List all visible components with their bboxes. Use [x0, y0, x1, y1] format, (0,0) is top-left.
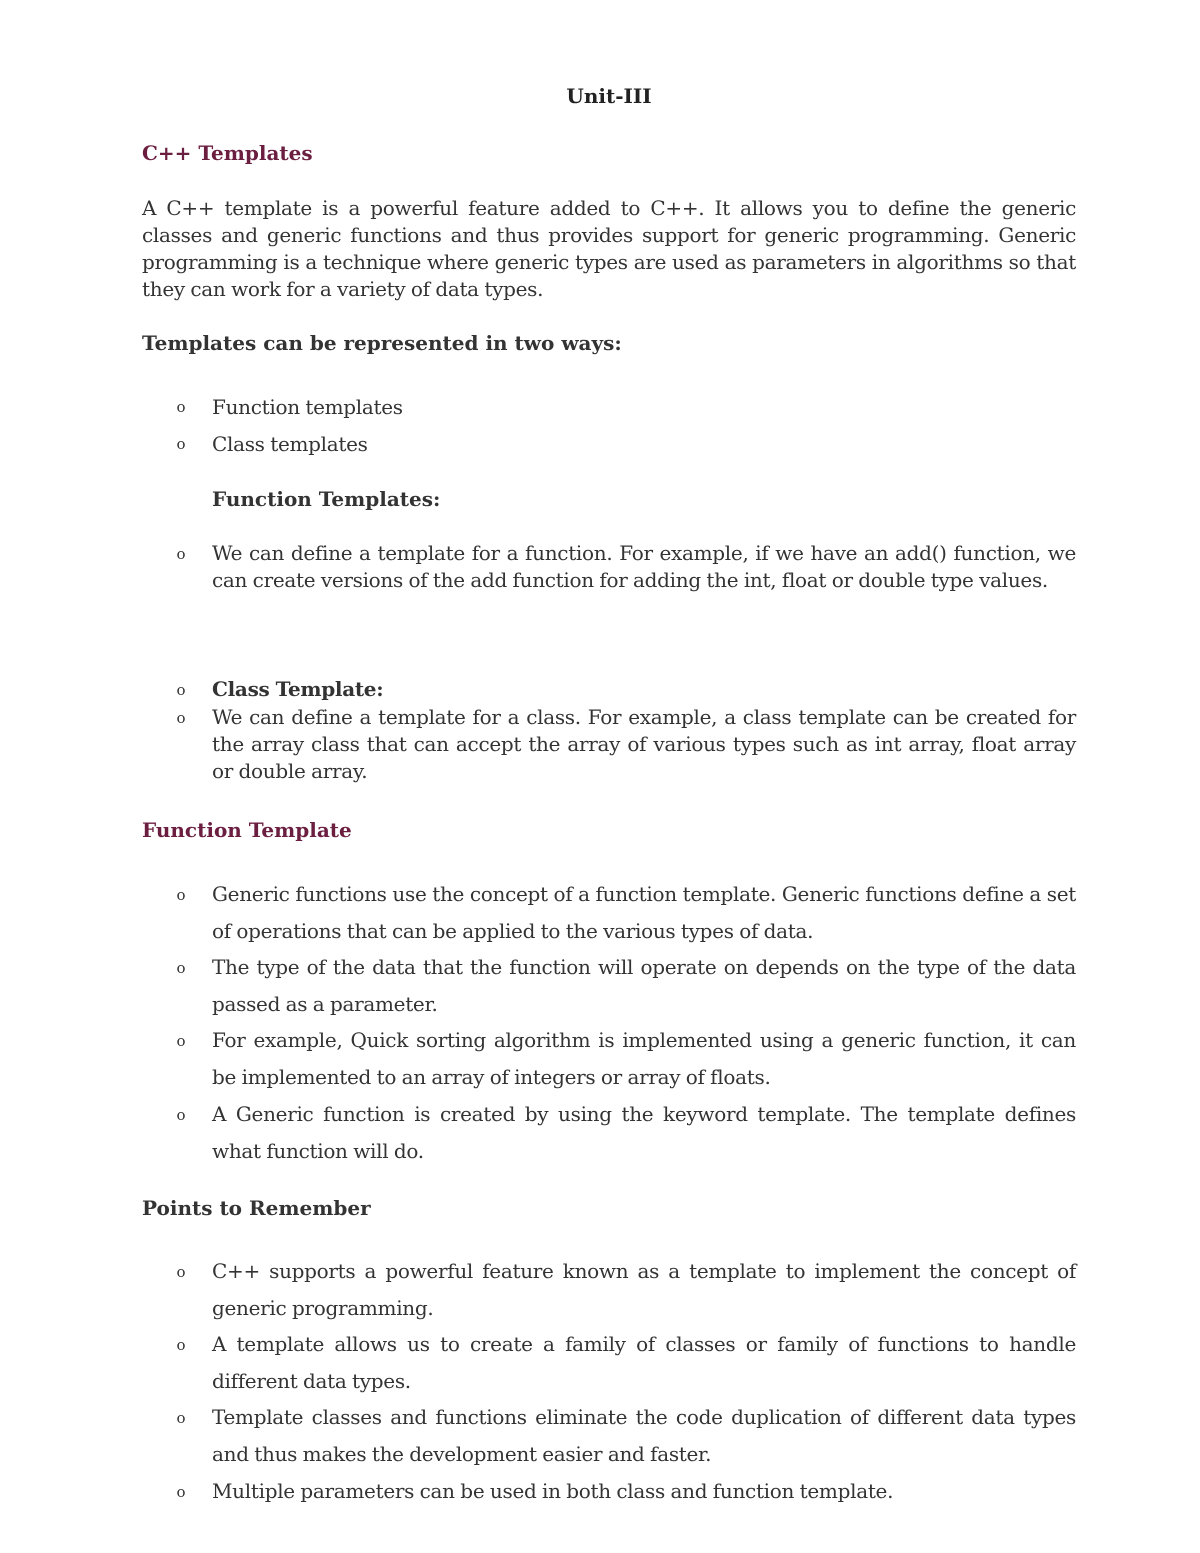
- bullet-marker: o: [176, 886, 186, 904]
- bullet-marker: o: [176, 1409, 186, 1427]
- bullet-marker: o: [176, 1336, 186, 1354]
- bullet-marker: o: [176, 1483, 186, 1501]
- list-item: For example, Quick sorting algorithm is implemented using a generic function, it can be implemented to an array of integers or array of floats.: [212, 1028, 1076, 1089]
- function-templates-text: We can define a template for a function. For example, if we have an add() function, we can create versions of the add function for adding the int, float or double type values.: [212, 541, 1076, 592]
- intro-paragraph: A C++ template is a powerful feature added to C++. It allows you to define the generic classes and generic functions and thus provides support for generic programming. Generic programming is a technique where generic types are used as parameters in algorithms so that they can work for a variety of data types.: [142, 196, 1076, 301]
- section-heading-points-to-remember: Points to Remember: [142, 1196, 371, 1220]
- bullet-marker: o: [176, 709, 186, 727]
- list-item: A template allows us to create a family of classes or family of functions to handle different data types.: [212, 1332, 1076, 1393]
- list-item: A Generic function is created by using the keyword template. The template defines what function will do.: [212, 1102, 1076, 1163]
- bullet-marker: o: [176, 1263, 186, 1281]
- bullet-marker: o: [176, 1106, 186, 1124]
- section-heading-cpp-templates: C++ Templates: [142, 141, 313, 165]
- class-template-heading: Class Template:: [212, 677, 384, 701]
- bullet-marker: o: [176, 1032, 186, 1050]
- list-item: Multiple parameters can be used in both class and function template.: [212, 1479, 894, 1503]
- bullet-marker: o: [176, 681, 186, 699]
- list-item: C++ supports a powerful feature known as a template to implement the concept of generic programming.: [212, 1259, 1076, 1320]
- bullet-marker: o: [176, 545, 186, 563]
- bullet-marker: o: [176, 959, 186, 977]
- bullet-marker: o: [176, 398, 186, 416]
- page-title: Unit-III: [566, 84, 652, 108]
- list-item: The type of the data that the function will operate on depends on the type of the data passed as a parameter.: [212, 955, 1076, 1016]
- class-template-text: We can define a template for a class. For example, a class template can be created for the array class that can accept the array of various types such as int array, float array or double array.: [212, 705, 1076, 783]
- section-heading-function-template: Function Template: [142, 818, 352, 842]
- list-item: Generic functions use the concept of a function template. Generic functions define a set of operations that can be applied to the various types of data.: [212, 882, 1076, 943]
- list-item: Template classes and functions eliminate the code duplication of different data types and thus makes the development easier and faster.: [212, 1405, 1076, 1466]
- ways-heading: Templates can be represented in two ways:: [142, 331, 622, 355]
- bullet-marker: o: [176, 435, 186, 453]
- function-templates-heading: Function Templates:: [212, 487, 441, 511]
- list-item-function-templates: Function templates: [212, 395, 403, 419]
- list-item-class-templates: Class templates: [212, 432, 368, 456]
